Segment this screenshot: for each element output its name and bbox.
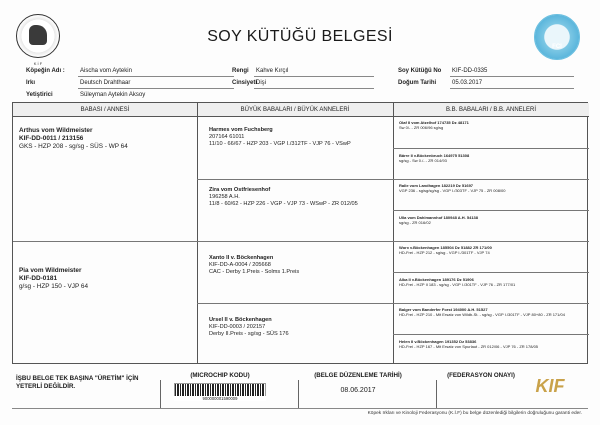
reg-value: KIF-DD-0335 <box>452 68 488 74</box>
breed-value: Deutsch Drahthaar <box>80 80 131 86</box>
footer-note: Köpek Irkları ve Kinoloji Federasyonu (K.İ.F) bu belge düzenlediği bilgilerin doğruluğunu garanti eder. <box>367 411 582 416</box>
col-grandparents-header: BÜYÜK BABALARI / BÜYÜK ANNELERİ <box>197 103 393 117</box>
grandparent-entry-3: Xanto II v. Böckenhagen KIF-DD-A-0004 / 205668 CAC - Derby 1.Preis - Solms 1.Preis <box>209 255 300 276</box>
fci-logo-icon: FCI <box>534 14 580 60</box>
breeder-label: Yetiştirici <box>26 92 53 98</box>
birth-label: Doğum Tarihi <box>398 80 437 86</box>
col-parents-header: BABASI / ANNESİ <box>13 103 197 117</box>
grandparent-entry-2: Zira vom Ostfriesenhof 196258 A.H. 11/8 - 60/62 - HZP 226 - VGP - VJP 73 - WSwP - ZR 012/05 <box>209 187 358 208</box>
great-grandparent-entry-5: Worx v.Böckenhagen 185504 Dz 51882 ZR 171/00 HD-Frei - HZP 212 - sg/sg - VGP I./301TF - VJP 74 <box>399 245 492 255</box>
dog-name-row <box>26 68 65 74</box>
microchip-label: (MICROCHIP KODU) <box>190 372 250 379</box>
approval-label: (FEDERASYON ONAYI) <box>447 372 515 379</box>
mother-entry: Pia vom Wildmeister KIF-DD-0181 g/sg - HZP 150 - VJP 64 <box>19 267 89 290</box>
great-grandparent-entry-8: Helen II v.Böckenhagen 191352 Dz 53836 HD-Frei - HZP 167 - Mit Ersatz von Spurlaut - ZR 012/06 - VJP 76 - ZR 178/05 <box>399 339 539 349</box>
federation-logo-icon: KIF <box>535 376 565 396</box>
issue-date-value: 08.06.2017 <box>340 387 376 394</box>
birth-value: 05.03.2017 <box>452 80 483 86</box>
approval-box <box>436 372 526 408</box>
great-grandparent-entry-7: Balger vom Banderfer Forst 194000 A.H. 51527 HD-Frei - HZP 210 - Mit Ersatz von Wildb-St. - sg/sg - VGP I./301TF - VJP 80+80 - ZR 171/04 <box>399 307 565 317</box>
dog-name-label: Köpeğin Adı : <box>26 68 65 74</box>
document-title: SOY KÜTÜĞÜ BELGESİ <box>207 28 393 45</box>
great-grandparent-entry-6: Alka II v.Böckenhagen 189176 Dz 51906 HD-Frei - HZP II 183 - sg/sg - VGP I./301TF - VJP 76 - ZR 177/01 <box>399 277 516 287</box>
great-grandparent-entry-4: Ulla vom Dahlmannhof 180948 A.H. 54138 sg/sg - ZR 016/02 <box>399 215 478 225</box>
issue-date-box <box>298 372 418 408</box>
pedigree-table <box>12 102 588 364</box>
issue-date-label: (BELGE DÜZENLEME TARİHİ) <box>314 372 402 379</box>
great-grandparent-entry-2: Bärre II v.Böckenbruch 164975 51308 sg/sg - Sw 0./- - ZR 014/93 <box>399 153 470 163</box>
father-entry: Arthus vom Wildmeister KIF-DD-0011 / 213156 GKS - HZP 208 - sg/sg - SÜS - WP 64 <box>19 127 128 150</box>
validity-notice: İŞBU BELGE TEK BAŞINA "ÜRETİM" İÇİN YETERLİ DEĞİLDİR. <box>16 375 139 390</box>
sex-value: Dişi <box>256 80 266 86</box>
microchip-number: 900000001590009 <box>174 396 266 401</box>
kif-logo-icon: K İ F <box>16 14 60 58</box>
sex-label: Cinsiyeti <box>232 80 258 86</box>
breed-label: Irkı <box>26 80 36 86</box>
grandparent-entry-4: Ursel II v. Böckenhagen KIF-DD-0003 / 202157 Derby II.Preis - sg/sg - SÜS 176 <box>209 317 289 338</box>
great-grandparent-entry-1: Olaf II vom Atzelhof 174735 Dz 48171 Sw 0/- - ZR 006/96 sg/sg <box>399 120 469 130</box>
grandparent-entry-1: Harmes vom Fuchsberg 207164 61011 11/10 - 66/67 - HZP 203 - VGP I./312TF - VJP 76 - VSwP <box>209 127 351 148</box>
dog-name-value: Aischa vom Aytekin <box>80 68 132 74</box>
color-value: Kahve Kırçıl <box>256 68 289 74</box>
reg-label: Soy Kütüğü No <box>398 68 442 74</box>
color-label: Rengi <box>232 68 249 74</box>
col-great-grandparents-header: B.B. BABALARI / B.B. ANNELERİ <box>393 103 589 117</box>
breeder-value: Süleyman Aytekin Aksoy <box>80 92 146 98</box>
great-grandparent-entry-3: Ralle vom Landhagen 182219 Dz 51697 VGP 236 - sg/sg/sg/sg - VGP I./303TF - VJP 75 - ZR 008/00 <box>399 183 506 193</box>
